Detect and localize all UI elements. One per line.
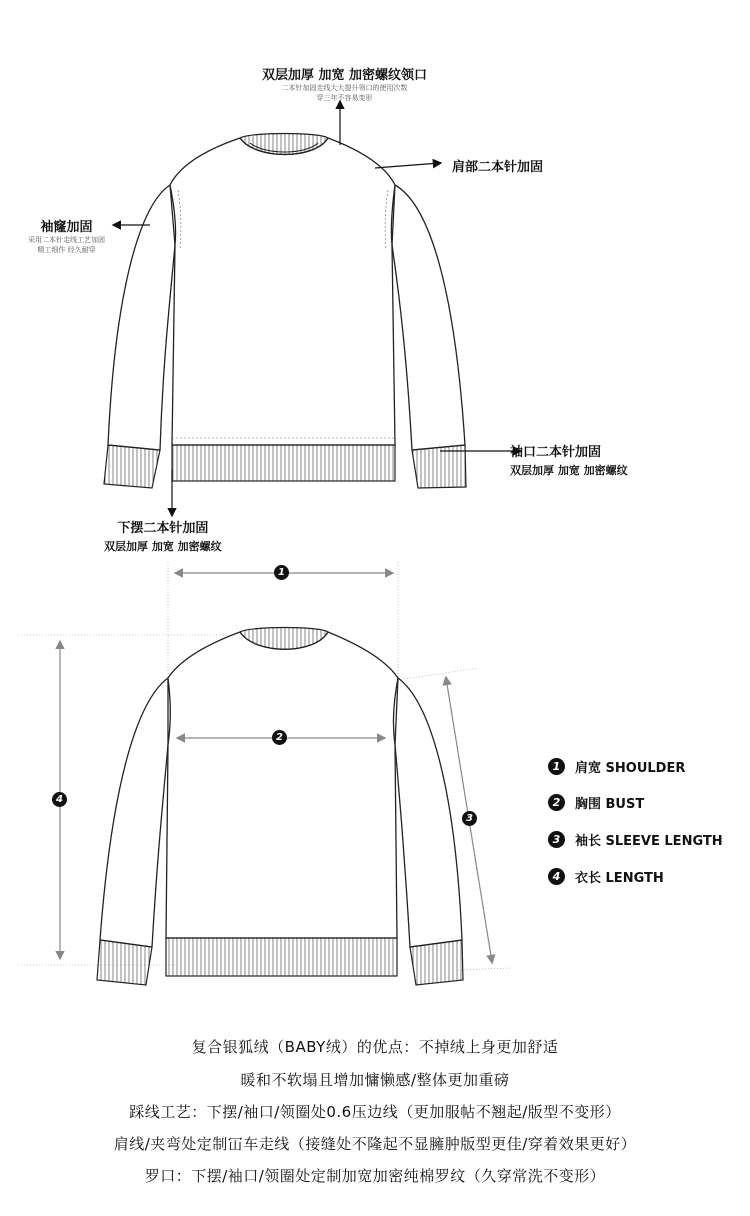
cuff-annotation-title: 袖口二本针加固 — [510, 445, 602, 460]
collar-annotation-sub2: 穿三年不容易变形 — [316, 94, 373, 102]
legend-item-sleeve-length — [548, 830, 723, 849]
m-right-cuff — [410, 940, 463, 985]
sleeve-seam-annotation-sub1: 采用二本针走线工艺加固 — [28, 236, 105, 244]
m-sweater-body — [166, 632, 398, 938]
cuff-annotation-sub: 双层加厚 加宽 加密螺纹 — [510, 464, 628, 477]
description-line-3: 踩线工艺：下摆/袖口/领圈处0.6压边线（更加服帖不翘起/版型不变形） — [129, 1103, 621, 1121]
legend-label: 衣长 LENGTH — [575, 871, 664, 886]
shoulder-annotation-title: 肩部二本针加固 — [452, 160, 544, 175]
hem-annotation-sub: 双层加厚 加宽 加密螺纹 — [104, 540, 222, 553]
legend-label: 胸围 BUST — [575, 797, 645, 812]
marker-4: 4 — [52, 792, 67, 807]
legend-item-shoulder — [548, 757, 685, 776]
m-left-cuff — [97, 940, 152, 985]
legend-number: 2 — [548, 794, 565, 811]
description-line-4: 肩线/夹弯处定制冚车走线（接缝处不隆起不显臃肿版型更佳/穿着效果更好） — [113, 1135, 637, 1153]
description-line-2: 暖和不软塌且增加慵懒感/整体更加重磅 — [240, 1071, 510, 1089]
legend-label: 袖长 SLEEVE LENGTH — [575, 834, 723, 849]
sleeve-seam-annotation-sub2: 精工细作 经久耐穿 — [37, 246, 96, 254]
legend-item-bust — [548, 793, 644, 812]
m-hem-rib — [166, 938, 397, 976]
legend-item-length — [548, 867, 664, 886]
description-line-1: 复合银狐绒（BABY绒）的优点：不掉绒上身更加舒适 — [191, 1038, 559, 1056]
hem-annotation-title: 下摆二本针加固 — [117, 521, 209, 536]
collar-annotation-sub1: 二本针加固走线大大提升领口的使用次数 — [281, 84, 408, 92]
collar-annotation-title: 双层加厚 加宽 加密螺纹领口 — [262, 68, 428, 83]
sleeve-seam-annotation-title: 袖窿加固 — [40, 220, 93, 235]
marker-1: 1 — [274, 565, 289, 580]
legend-number: 3 — [548, 831, 565, 848]
description-line-5: 罗口：下摆/袖口/领圈处定制加宽加密纯棉罗纹（久穿常洗不变形） — [144, 1167, 606, 1185]
legend-number: 1 — [548, 758, 565, 775]
legend-label: 肩宽 SHOULDER — [575, 761, 686, 776]
m-left-sleeve — [100, 678, 168, 947]
legend-number: 4 — [548, 868, 565, 885]
marker-2: 2 — [272, 730, 287, 745]
marker-3: 3 — [462, 811, 477, 826]
